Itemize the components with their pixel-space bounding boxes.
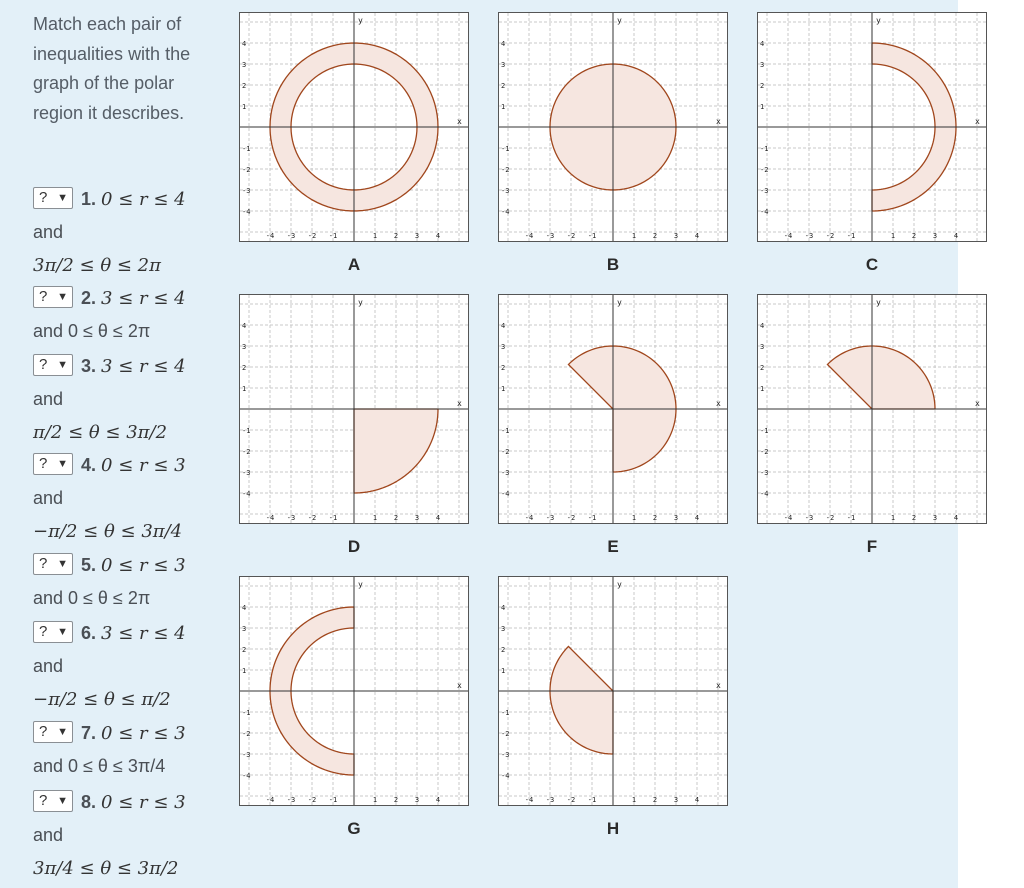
y-tick-label: -3: [242, 751, 251, 759]
question-number: 4.: [81, 455, 97, 475]
x-tick-label: -1: [846, 514, 856, 522]
y-tick-label: -4: [242, 772, 251, 780]
x-tick-label: -1: [587, 796, 597, 804]
y-axis-label: y: [876, 16, 881, 25]
chevron-down-icon: ▼: [57, 359, 68, 371]
instructions-text: Match each pair of inequalities with the graph of the polar region it describes.: [33, 14, 191, 123]
x-tick-label: -2: [307, 514, 317, 522]
x-axis-label: x: [975, 117, 980, 126]
x-tick-label: 2: [911, 514, 917, 522]
y-tick-label: -3: [242, 187, 251, 195]
y-axis-label: y: [617, 298, 622, 307]
y-tick-label: 4: [242, 604, 247, 612]
y-tick-label: 1: [501, 385, 506, 393]
x-tick-label: 4: [694, 796, 700, 804]
question-number: 8.: [81, 792, 97, 812]
y-tick-label: -1: [760, 145, 769, 153]
x-tick-label: -3: [286, 514, 296, 522]
question-item-2: [33, 282, 186, 348]
x-tick-label: -2: [566, 514, 576, 522]
y-tick-label: -2: [501, 730, 510, 738]
graph-letter-label: H: [606, 819, 620, 838]
x-tick-label: -4: [783, 514, 793, 522]
answer-select-7[interactable]: ? ▼: [33, 721, 73, 743]
y-tick-label: 2: [760, 82, 765, 90]
y-tick-label: -3: [501, 187, 510, 195]
y-tick-label: -1: [501, 145, 510, 153]
graph-letter-label: D: [347, 537, 361, 556]
question-number: 1.: [81, 189, 97, 209]
graph-e: [498, 294, 728, 524]
y-tick-label: -2: [760, 166, 769, 174]
chevron-down-icon: ▼: [57, 626, 68, 638]
x-tick-label: -2: [566, 232, 576, 240]
y-tick-label: -1: [242, 427, 251, 435]
x-axis-label: x: [716, 681, 721, 690]
x-tick-label: -4: [265, 796, 275, 804]
chevron-down-icon: ▼: [57, 795, 68, 807]
graph-letter-label: G: [347, 819, 361, 838]
x-tick-label: 2: [652, 232, 658, 240]
answer-select-3[interactable]: ? ▼: [33, 354, 73, 376]
question-text-line: and: [33, 825, 64, 845]
graph-h: [498, 576, 728, 806]
y-axis-label: y: [358, 16, 363, 25]
question-item-8: [33, 786, 186, 885]
x-tick-label: 2: [393, 232, 399, 240]
x-tick-label: -1: [328, 232, 338, 240]
graph-letter-label: E: [607, 537, 619, 556]
x-tick-label: 4: [953, 514, 959, 522]
y-tick-label: -1: [501, 427, 510, 435]
y-tick-label: 2: [501, 82, 506, 90]
y-tick-label: 4: [242, 40, 247, 48]
y-tick-label: -4: [242, 490, 251, 498]
chevron-down-icon: ▼: [57, 726, 68, 738]
y-tick-label: -4: [242, 208, 251, 216]
question-text-line: and: [33, 222, 64, 242]
answer-select-1[interactable]: ? ▼: [33, 187, 73, 209]
question-text-line: 0 ≤ r ≤ 3: [101, 792, 186, 813]
x-tick-label: -4: [524, 514, 534, 522]
y-axis-label: y: [358, 580, 363, 589]
question-text-line: and 0 ≤ θ ≤ 2π: [33, 321, 151, 341]
question-text-line: 0 ≤ r ≤ 3: [101, 455, 186, 476]
graph-letter-label: A: [347, 255, 361, 274]
x-tick-label: 4: [953, 232, 959, 240]
y-tick-label: 4: [760, 40, 765, 48]
graph-f: [757, 294, 987, 524]
y-tick-label: 4: [242, 322, 247, 330]
y-tick-label: 2: [760, 364, 765, 372]
y-tick-label: -2: [501, 166, 510, 174]
y-tick-label: -3: [501, 751, 510, 759]
question-text-line: 0 ≤ r ≤ 4: [101, 189, 186, 210]
y-tick-label: 2: [501, 646, 506, 654]
x-axis-label: x: [716, 117, 721, 126]
question-item-4: [33, 449, 186, 548]
graph-c: [757, 12, 987, 242]
y-tick-label: 3: [501, 625, 506, 633]
y-tick-label: -4: [760, 208, 769, 216]
y-tick-label: 1: [242, 667, 247, 675]
x-axis-label: x: [457, 681, 462, 690]
y-tick-label: -4: [501, 490, 510, 498]
x-axis-label: x: [457, 117, 462, 126]
x-tick-label: 2: [911, 232, 917, 240]
x-tick-label: 4: [435, 796, 441, 804]
x-axis-label: x: [457, 399, 462, 408]
x-tick-label: 1: [631, 232, 637, 240]
question-text-line: and: [33, 656, 64, 676]
question-text-line: 3 ≤ r ≤ 4: [101, 288, 186, 309]
chevron-down-icon: ▼: [57, 192, 68, 204]
graph-letter-label: F: [866, 537, 878, 556]
x-tick-label: 3: [673, 232, 679, 240]
question-text-line: and: [33, 488, 64, 508]
question-text-line: 0 ≤ r ≤ 3: [101, 555, 186, 576]
x-tick-label: -4: [524, 796, 534, 804]
y-tick-label: 1: [242, 385, 247, 393]
x-tick-label: 3: [932, 514, 938, 522]
x-tick-label: 1: [372, 232, 378, 240]
x-tick-label: 2: [393, 796, 399, 804]
question-item-1: [33, 183, 186, 282]
y-tick-label: 4: [760, 322, 765, 330]
graph-a: [239, 12, 469, 242]
x-tick-label: 1: [372, 796, 378, 804]
y-tick-label: -2: [760, 448, 769, 456]
y-tick-label: 1: [760, 103, 765, 111]
y-tick-label: -1: [760, 427, 769, 435]
x-tick-label: -3: [804, 232, 814, 240]
x-tick-label: 3: [673, 514, 679, 522]
question-text-line: −π/2 ≤ θ ≤ 3π/4: [33, 521, 183, 542]
question-text-line: π/2 ≤ θ ≤ 3π/2: [33, 422, 168, 443]
answer-select-8[interactable]: ? ▼: [33, 790, 73, 812]
question-number: 6.: [81, 623, 97, 643]
y-tick-label: 4: [501, 604, 506, 612]
y-tick-label: 3: [501, 343, 506, 351]
question-number: 3.: [81, 356, 97, 376]
x-tick-label: -2: [566, 796, 576, 804]
x-tick-label: -4: [265, 514, 275, 522]
y-tick-label: 1: [242, 103, 247, 111]
chevron-down-icon: ▼: [57, 291, 68, 303]
y-tick-label: -4: [501, 772, 510, 780]
question-text-line: 0 ≤ r ≤ 3: [101, 723, 186, 744]
y-tick-label: -4: [760, 490, 769, 498]
x-tick-label: 4: [694, 232, 700, 240]
y-tick-label: -2: [242, 448, 251, 456]
x-tick-label: 1: [372, 514, 378, 522]
y-tick-label: 1: [501, 103, 506, 111]
question-item-6: [33, 617, 186, 716]
x-axis-label: x: [975, 399, 980, 408]
y-tick-label: 2: [242, 364, 247, 372]
y-tick-label: -2: [242, 166, 251, 174]
y-tick-label: -1: [242, 145, 251, 153]
question-item-3: [33, 350, 186, 449]
y-tick-label: -3: [242, 469, 251, 477]
y-tick-label: 3: [760, 61, 765, 69]
question-number: 5.: [81, 555, 97, 575]
graph-d: [239, 294, 469, 524]
x-tick-label: -3: [545, 514, 555, 522]
question-number: 7.: [81, 723, 97, 743]
x-tick-label: 1: [890, 232, 896, 240]
y-tick-label: -4: [501, 208, 510, 216]
x-tick-label: 4: [694, 514, 700, 522]
y-tick-label: -3: [760, 469, 769, 477]
chevron-down-icon: ▼: [57, 558, 68, 570]
x-tick-label: 3: [414, 796, 420, 804]
x-tick-label: -4: [265, 232, 275, 240]
x-tick-label: -3: [286, 796, 296, 804]
y-axis-label: y: [876, 298, 881, 307]
x-tick-label: -1: [587, 232, 597, 240]
graph-g: [239, 576, 469, 806]
y-tick-label: 3: [242, 625, 247, 633]
x-tick-label: -2: [825, 232, 835, 240]
question-text-line: and: [33, 389, 64, 409]
x-tick-label: 3: [673, 796, 679, 804]
x-tick-label: 3: [932, 232, 938, 240]
x-tick-label: -1: [587, 514, 597, 522]
y-tick-label: 1: [760, 385, 765, 393]
x-axis-label: x: [716, 399, 721, 408]
y-tick-label: -2: [242, 730, 251, 738]
x-tick-label: -4: [783, 232, 793, 240]
y-axis-label: y: [617, 16, 622, 25]
x-tick-label: -3: [286, 232, 296, 240]
y-tick-label: -2: [501, 448, 510, 456]
x-tick-label: 1: [631, 514, 637, 522]
x-tick-label: 3: [414, 514, 420, 522]
y-tick-label: -1: [501, 709, 510, 717]
y-tick-label: 3: [501, 61, 506, 69]
question-text-line: and 0 ≤ θ ≤ 3π/4: [33, 756, 166, 776]
question-text-line: 3 ≤ r ≤ 4: [101, 623, 186, 644]
x-tick-label: 2: [652, 796, 658, 804]
x-tick-label: -1: [328, 514, 338, 522]
y-tick-label: 3: [242, 61, 247, 69]
y-tick-label: 2: [242, 82, 247, 90]
graph-b: [498, 12, 728, 242]
graph-letter-label: B: [606, 255, 620, 274]
y-tick-label: 1: [501, 667, 506, 675]
graph-letter-label: C: [865, 255, 879, 274]
question-text-line: and 0 ≤ θ ≤ 2π: [33, 588, 151, 608]
y-tick-label: -3: [501, 469, 510, 477]
y-tick-label: 4: [501, 40, 506, 48]
x-tick-label: -2: [307, 232, 317, 240]
y-tick-label: 4: [501, 322, 506, 330]
y-tick-label: -3: [760, 187, 769, 195]
y-tick-label: 3: [760, 343, 765, 351]
x-tick-label: 1: [631, 796, 637, 804]
chevron-down-icon: ▼: [57, 458, 68, 470]
question-item-5: [33, 549, 186, 615]
x-tick-label: 3: [414, 232, 420, 240]
question-text-line: 3 ≤ r ≤ 4: [101, 356, 186, 377]
y-tick-label: 3: [242, 343, 247, 351]
question-item-7: [33, 717, 186, 783]
x-tick-label: 4: [435, 514, 441, 522]
x-tick-label: 2: [652, 514, 658, 522]
x-tick-label: -1: [328, 796, 338, 804]
x-tick-label: 2: [393, 514, 399, 522]
y-tick-label: 2: [242, 646, 247, 654]
question-text-line: 3π/2 ≤ θ ≤ 2π: [33, 255, 161, 276]
y-axis-label: y: [358, 298, 363, 307]
y-tick-label: -1: [242, 709, 251, 717]
question-text-line: −π/2 ≤ θ ≤ π/2: [33, 689, 171, 710]
question-number: 2.: [81, 288, 97, 308]
y-tick-label: 2: [501, 364, 506, 372]
x-tick-label: 1: [890, 514, 896, 522]
answer-select-5[interactable]: ? ▼: [33, 553, 73, 575]
x-tick-label: -3: [545, 232, 555, 240]
x-tick-label: -3: [545, 796, 555, 804]
x-tick-label: -3: [804, 514, 814, 522]
x-tick-label: -4: [524, 232, 534, 240]
x-tick-label: 4: [435, 232, 441, 240]
x-tick-label: -2: [307, 796, 317, 804]
x-tick-label: -1: [846, 232, 856, 240]
x-tick-label: -2: [825, 514, 835, 522]
answer-select-4[interactable]: ? ▼: [33, 453, 73, 475]
answer-select-2[interactable]: ? ▼: [33, 286, 73, 308]
answer-select-6[interactable]: ? ▼: [33, 621, 73, 643]
question-text-line: 3π/4 ≤ θ ≤ 3π/2: [33, 858, 179, 879]
y-axis-label: y: [617, 580, 622, 589]
